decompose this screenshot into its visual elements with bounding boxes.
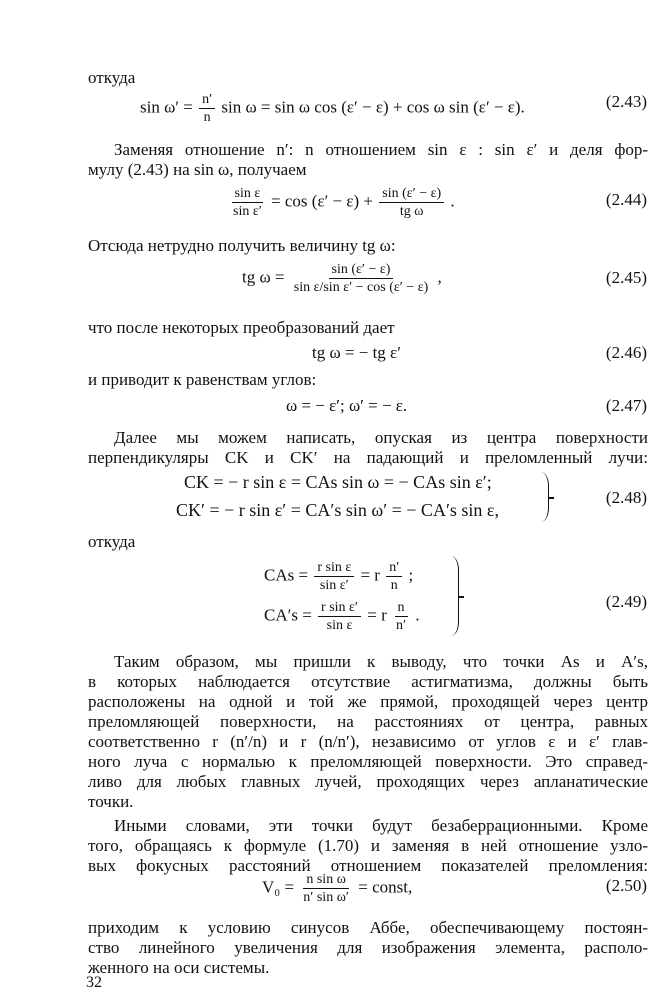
equation-number: (2.46) <box>605 343 647 362</box>
paragraph-line: Иными словами, эти точки будут безаберрационными. Кроме <box>114 816 648 835</box>
fraction-denominator: n <box>203 110 211 125</box>
fraction <box>230 186 265 219</box>
fraction-numerator: sin (ε′ − ε) <box>329 262 394 279</box>
fraction-numerator: n′ <box>199 92 215 109</box>
right-brace <box>540 472 549 522</box>
paragraph-line: женного на оси системы. <box>88 958 270 977</box>
paragraph-line: ство линейного увеличения для изображения элемента, располо- <box>88 938 648 957</box>
right-brace <box>450 556 459 636</box>
fraction <box>314 560 354 593</box>
paragraph-line: что после некоторых преобразований дает <box>88 318 395 337</box>
paragraph-line: того, обращаясь к формуле (1.70) и заменяя в ней отношение узло- <box>88 836 648 855</box>
paragraph-line: Таким образом, мы пришли к выводу, что точки As и A′s, <box>114 652 648 671</box>
eq-lhs: sin ω′ = <box>140 97 193 117</box>
equation-number: (2.43) <box>605 92 647 111</box>
fraction <box>300 872 352 905</box>
equation-2-47: ω = − ε′; ω′ = − ε. <box>286 396 408 415</box>
fraction-numerator: r sin ε <box>314 560 354 577</box>
eq-lhs: V₀ = <box>262 877 295 897</box>
equation-2-45 <box>242 262 442 295</box>
equation-number: (2.48) <box>605 488 647 507</box>
fraction-denominator: sin ε′ <box>319 578 349 593</box>
paragraph-line: Далее мы можем написать, опуская из центра поверхности <box>114 428 648 447</box>
paragraph-line: приходим к условию синусов Аббе, обеспечивающему постоян- <box>88 918 648 937</box>
eq-end: ; <box>408 565 414 585</box>
paragraph-line: соответственно r (n′/n) и r (n/n′), независимо от углов ε и ε′ глав- <box>88 732 648 751</box>
eq-end: , <box>437 267 442 287</box>
eq-rhs: sin ω = sin ω cos (ε′ − ε) + cos ω sin (ε′ − ε). <box>221 97 525 117</box>
fraction-numerator: n sin ω <box>303 872 349 889</box>
paragraph-line: перпендикуляры CK и CK′ на падающий и преломленный лучи: <box>88 448 648 467</box>
fraction-numerator: n′ <box>386 560 402 577</box>
paragraph-line: Отсюда нетрудно получить величину tg ω: <box>88 236 396 255</box>
fraction-numerator: sin ε <box>232 186 264 203</box>
paragraph-line: Заменяя отношение n′: n отношением sin ε : sin ε′ и деля фор- <box>114 140 648 159</box>
eq-end: . <box>415 605 420 625</box>
page-number: 32 <box>86 974 102 991</box>
paragraph-line: точки. <box>88 792 134 811</box>
fraction-numerator: n <box>395 600 408 617</box>
fraction <box>386 560 402 593</box>
paragraph-line: расположены на одной и той же прямой, проходящей через центр <box>88 692 648 711</box>
eq-middle: = cos (ε′ − ε) + <box>271 191 374 211</box>
eq-middle: = r <box>367 605 387 625</box>
fraction <box>393 600 409 633</box>
equation-number: (2.45) <box>605 268 647 287</box>
fraction <box>318 600 361 633</box>
paragraph-line: вых фокусных расстояний отношением показателей преломления: <box>88 856 648 875</box>
fraction-denominator: n <box>390 578 398 593</box>
paragraph-line: и приводит к равенствам углов: <box>88 370 317 389</box>
equation-number: (2.44) <box>605 190 647 209</box>
equation-number: (2.47) <box>605 396 647 415</box>
fraction <box>379 186 444 219</box>
equation-2-48-line-1: CK = − r sin ε = CAs sin ω = − CAs sin ε′; <box>184 472 492 492</box>
fraction <box>291 262 431 295</box>
equation-number: (2.50) <box>605 876 647 895</box>
eq-rhs: = const, <box>358 877 413 897</box>
fraction <box>199 92 215 125</box>
equation-2-44 <box>228 186 455 219</box>
fraction-numerator: sin (ε′ − ε) <box>379 186 444 203</box>
eq-lhs: CAs = <box>264 565 309 585</box>
equation-2-49-line-2 <box>264 600 420 633</box>
fraction-denominator: n′ <box>396 618 407 633</box>
eq-middle: = r <box>360 565 380 585</box>
equation-2-50 <box>262 872 412 905</box>
fraction-denominator: n′ sin ω′ <box>303 890 349 905</box>
intro-text: откуда <box>88 532 136 551</box>
eq-end: . <box>450 191 455 211</box>
fraction-numerator: r sin ε′ <box>318 600 361 617</box>
paragraph-line: преломляющей поверхности, на расстояниях от центра, равных <box>88 712 648 731</box>
paragraph-line: ного луча с нормалью к преломляющей поверхности. Это справед- <box>88 752 648 771</box>
equation-2-43 <box>140 92 525 125</box>
paragraph-line: в которых наблюдается отсутствие астигматизма, должны быть <box>88 672 648 691</box>
eq-lhs: CA′s = <box>264 605 312 625</box>
fraction-denominator: sin ε′ <box>233 204 262 219</box>
fraction-denominator: tg ω <box>399 204 424 219</box>
paragraph-line: ливо для любых главных лучей, проходящих через апланатические <box>88 772 648 791</box>
paragraph-line: мулу (2.43) на sin ω, получаем <box>88 160 307 179</box>
eq-lhs: tg ω = <box>242 267 285 287</box>
fraction-denominator: sin ε/sin ε′ − cos (ε′ − ε) <box>293 280 429 295</box>
intro-text: откуда <box>88 68 136 87</box>
equation-number: (2.49) <box>605 592 647 611</box>
equation-2-46: tg ω = − tg ε′ <box>312 343 401 362</box>
fraction-denominator: sin ε <box>326 618 353 633</box>
equation-2-48-line-2: CK′ = − r sin ε′ = CA′s sin ω′ = − CA′s sin ε, <box>176 500 499 520</box>
equation-2-49-line-1 <box>264 560 413 593</box>
